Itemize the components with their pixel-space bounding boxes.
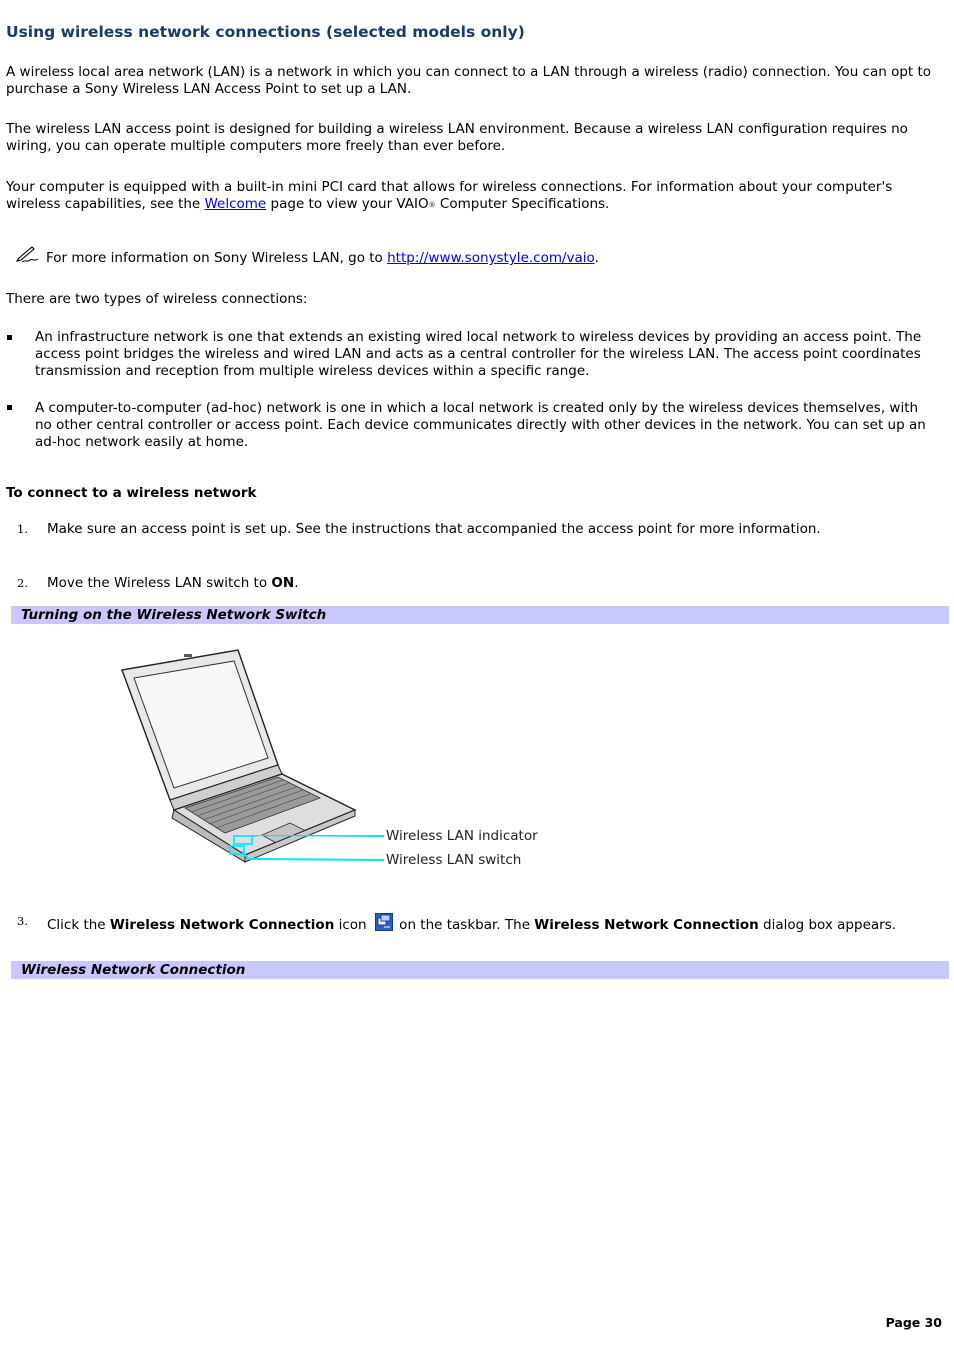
figure-bar-switch: Turning on the Wireless Network Switch (11, 606, 949, 624)
procedure-heading: To connect to a wireless network (6, 485, 257, 501)
intro-paragraph-1: A wireless local area network (LAN) is a network in which you can connect to a LAN through a wireless (radio) connection. You can opt to purchase a Sony Wireless LAN Access Point to set up a LAN. (6, 64, 932, 97)
callout-wireless-lan-switch: Wireless LAN switch (386, 852, 522, 868)
intro-paragraph-2: The wireless LAN access point is designed for building a wireless LAN environment. Because a wireless LAN configuration requires no wiring, you can operate multiple computers more freely than ever before. (6, 121, 908, 154)
step-number-2: 2. (17, 576, 28, 590)
registered-mark: ® (428, 201, 436, 209)
page-title: Using wireless network connections (selected models only) (6, 23, 525, 41)
p3-text-after: Computer Specifications. (435, 196, 610, 212)
p3-text-middle: page to view your VAIO (266, 196, 429, 212)
bullet-adhoc: A computer-to-computer (ad-hoc) network is one in which a local network is created only by the wireless devices themselves, with no other central controller or access point. Each device communicates directly with other devices in the network. You can set up an ad-hoc network easily at home. (35, 400, 926, 450)
note-pencil-icon (15, 246, 39, 264)
bullet-infrastructure: An infrastructure network is one that extends an existing wired local network to wireless devices by providing an access point. The access point bridges the wireless and wired LAN and acts as a central controller for the wireless LAN. The access point coordinates transmission and reception from multiple wireless devices within a specific range. (35, 329, 922, 379)
bullet-icon (7, 335, 12, 340)
bullet-icon (7, 405, 12, 410)
p3-text-before: Your computer is equipped with a built-in mini PCI card that allows for wireless connections. For information about your computer's wireless capabilities, see the (6, 179, 893, 212)
step-3-e: Wireless Network Connection (534, 917, 759, 933)
callout-lines (242, 835, 387, 865)
step-1-text: Make sure an access point is set up. See the instructions that accompanied the access point for more information. (47, 521, 821, 537)
note-paragraph (46, 250, 936, 267)
wireless-network-connection-icon[interactable] (375, 913, 393, 931)
step-number-3: 3. (17, 914, 28, 928)
step-2-on: ON (271, 575, 295, 591)
figure-bar-connection: Wireless Network Connection (11, 961, 949, 979)
step-2-after: . (294, 575, 299, 591)
step-3-d: on the taskbar. The (394, 917, 535, 933)
welcome-link[interactable]: Welcome (204, 196, 267, 212)
callout-wireless-lan-indicator: Wireless LAN indicator (386, 828, 538, 844)
note-text-before: For more information on Sony Wireless LAN, go to (46, 250, 388, 266)
step-2-text (47, 575, 927, 592)
sonystyle-link[interactable]: http://www.sonystyle.com/vaio (387, 250, 595, 266)
note-text-after: . (594, 250, 599, 266)
step-number-1: 1. (17, 522, 28, 536)
step-3-a: Click the (47, 917, 110, 933)
intro-paragraph-3 (6, 179, 941, 214)
step-3-f: dialog box appears. (758, 917, 897, 933)
step-3-text (47, 913, 927, 934)
laptop-illustration (110, 640, 390, 865)
step-3-c: icon (334, 917, 371, 933)
step-2-before: Move the Wireless LAN switch to (47, 575, 272, 591)
types-intro: There are two types of wireless connections: (6, 291, 308, 307)
page-number: Page 30 (885, 1315, 942, 1330)
step-3-b: Wireless Network Connection (109, 917, 335, 933)
